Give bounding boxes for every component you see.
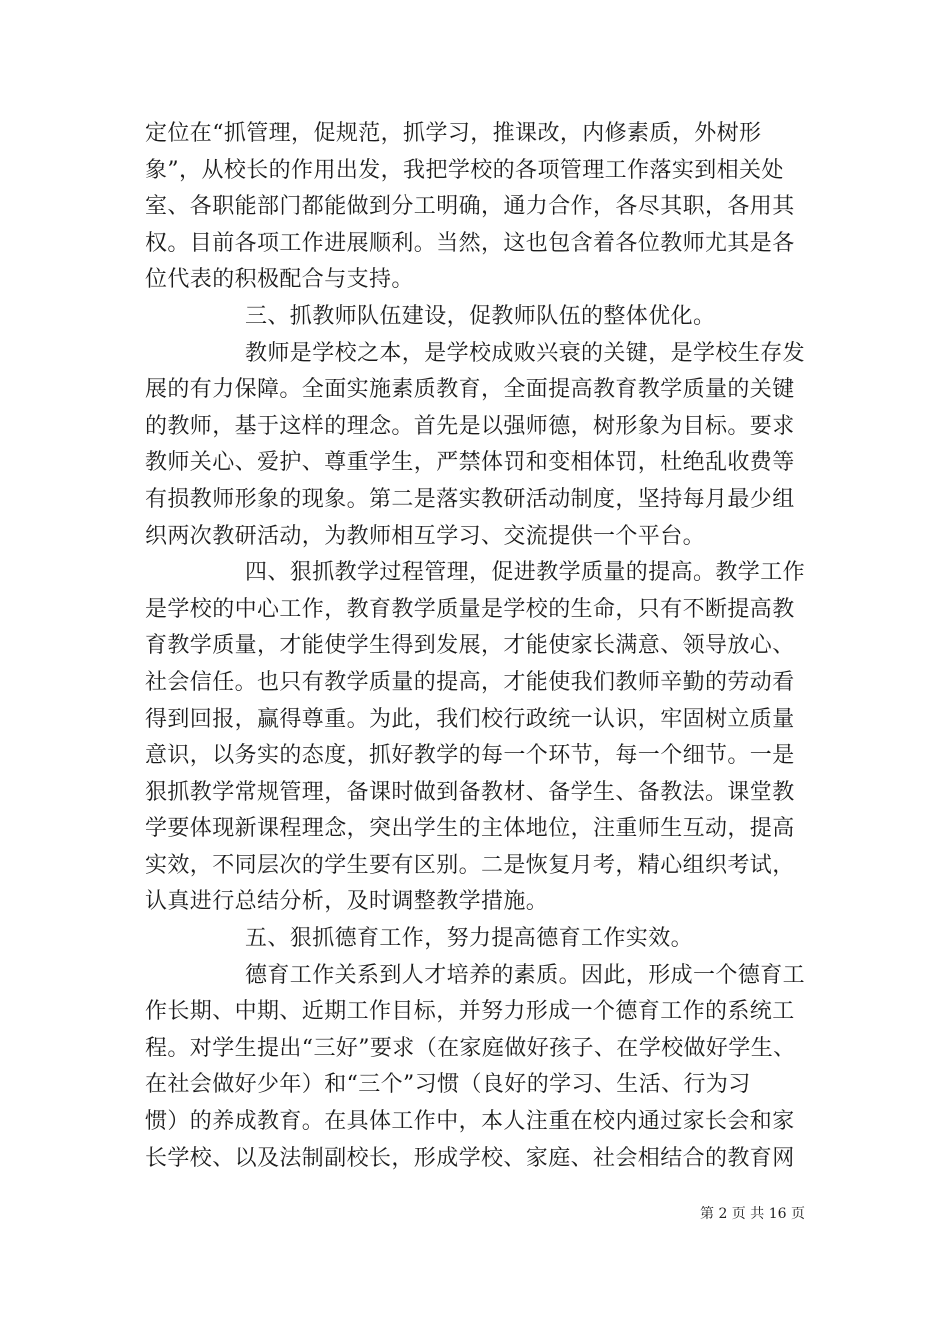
text-line: 展的有力保障。全面实施素质教育，全面提高教育教学质量的关键 <box>145 377 795 403</box>
text-line: 社会信任。也只有教学质量的提高，才能使我们教师辛勤的劳动看 <box>145 669 795 695</box>
text-line: 学要体现新课程理念，突出学生的主体地位，注重师生互动，提高 <box>145 816 795 842</box>
text-line: 在社会做好少年）和“三个”习惯（良好的学习、生活、行为习 <box>145 1072 751 1098</box>
text-line: 三、抓教师队伍建设，促教师队伍的整体优化。 <box>245 303 716 329</box>
text-line: 权。目前各项工作进展顺利。当然，这也包含着各位教师尤其是各 <box>145 230 795 256</box>
text-line: 狠抓教学常规管理，备课时做到备教材、备学生、备教法。课堂教 <box>145 779 795 805</box>
text-line: 长学校、以及法制副校长，形成学校、家庭、社会相结合的教育网 <box>145 1145 795 1171</box>
text-line: 象”，从校长的作用出发，我把学校的各项管理工作落实到相关处 <box>145 157 784 183</box>
text-line: 得到回报，赢得尊重。为此，我们校行政统一认识，牢固树立质量 <box>145 706 795 732</box>
page-number: 第 2 页 共 16 页 <box>700 1206 805 1222</box>
text-line: 四、狠抓教学过程管理，促进教学质量的提高。教学工作 <box>245 560 806 586</box>
text-line: 室、各职能部门都能做到分工明确，通力合作，各尽其职，各用其 <box>145 194 795 220</box>
text-line: 有损教师形象的现象。第二是落实教研活动制度，坚持每月最少组 <box>145 486 795 512</box>
text-line: 是学校的中心工作，教育教学质量是学校的生命，只有不断提高教 <box>145 596 795 622</box>
text-line: 程。对学生提出“三好”要求（在家庭做好孩子、在学校做好学生、 <box>145 1035 796 1061</box>
text-line: 作长期、中期、近期工作目标，并努力形成一个德育工作的系统工 <box>145 999 795 1025</box>
text-line: 五、狠抓德育工作，努力提高德育工作实效。 <box>245 926 694 952</box>
text-line: 认真进行总结分析，及时调整教学措施。 <box>145 889 549 915</box>
text-line: 的教师，基于这样的理念。首先是以强师德，树形象为目标。要求 <box>145 413 795 439</box>
text-line: 教师是学校之本，是学校成败兴衰的关键，是学校生存发 <box>245 340 806 366</box>
text-line: 定位在“抓管理，促规范，抓学习，推课改，内修素质，外树形 <box>145 121 762 146</box>
text-line: 惯）的养成教育。在具体工作中，本人注重在校内通过家长会和家 <box>145 1109 795 1135</box>
text-line: 德育工作关系到人才培养的素质。因此，形成一个德育工 <box>245 962 806 988</box>
text-line: 织两次教研活动，为教师相互学习、交流提供一个平台。 <box>145 523 706 549</box>
text-line: 育教学质量，才能使学生得到发展，才能使家长满意、领导放心、 <box>145 633 795 659</box>
body-text <box>145 116 815 1177</box>
text-line: 教师关心、爱护、尊重学生，严禁体罚和变相体罚，杜绝乱收费等 <box>145 450 795 476</box>
text-line: 意识，以务实的态度，抓好教学的每一个环节，每一个细节。一是 <box>145 743 795 769</box>
text-line: 位代表的积极配合与支持。 <box>145 267 414 293</box>
text-line: 实效，不同层次的学生要有区别。二是恢复月考，精心组织考试， <box>145 852 795 878</box>
